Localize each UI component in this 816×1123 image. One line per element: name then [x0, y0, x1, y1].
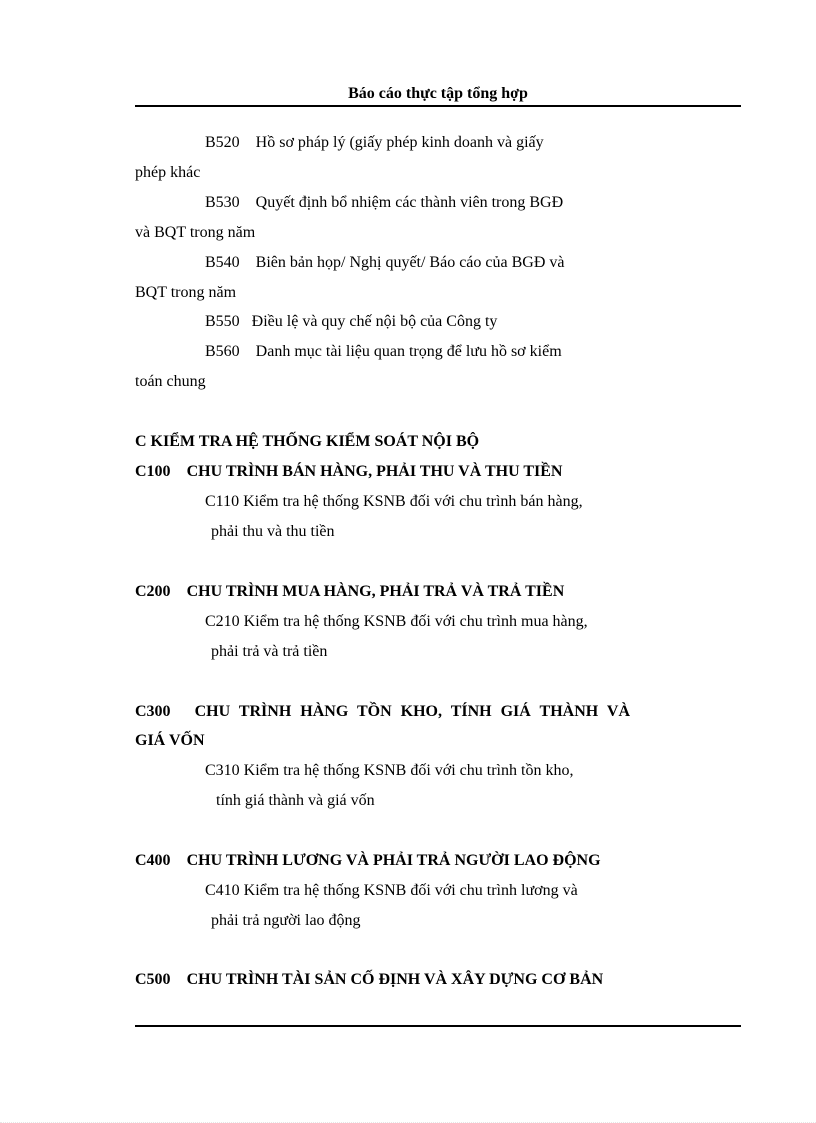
c100-heading	[135, 462, 562, 482]
b530-continuation: và BQT trong năm	[135, 224, 256, 241]
c210-continuation: phải trả và trả tiền	[211, 643, 328, 660]
c200-heading	[135, 582, 564, 602]
b540-continuation: BQT trong năm	[135, 284, 237, 301]
b560-entry	[205, 342, 562, 362]
b540-entry	[205, 253, 565, 273]
c210-entry: C210 Kiểm tra hệ thống KSNB đối với chu trình mua hàng,	[205, 613, 588, 630]
c500-heading	[135, 970, 603, 990]
c100-title: CHU TRÌNH BÁN HÀNG, PHẢI THU VÀ THU TIỀN	[186, 463, 563, 480]
footer-rule	[135, 1025, 741, 1027]
b540-code: B540	[205, 254, 240, 271]
c410-entry: C410 Kiểm tra hệ thống KSNB đối với chu trình lương và	[205, 882, 578, 899]
section-c-heading: C KIỂM TRA HỆ THỐNG KIỂM SOÁT NỘI BỘ	[135, 433, 480, 450]
b560-continuation: toán chung	[135, 373, 206, 390]
c110-continuation: phải thu và thu tiền	[211, 523, 335, 540]
b560-code: B560	[205, 343, 240, 360]
b520-continuation: phép khác	[135, 164, 201, 181]
b560-text: Danh mục tài liệu quan trọng để lưu hồ sơ kiểm	[255, 343, 562, 360]
b540-text: Biên bản họp/ Nghị quyết/ Báo cáo của BGĐ và	[255, 254, 565, 271]
c400-title: CHU TRÌNH LƯƠNG VÀ PHẢI TRẢ NGƯỜI LAO ĐỘNG	[186, 852, 601, 869]
c400-heading	[135, 851, 601, 871]
b550-text: Điều lệ và quy chế nội bộ của Công ty	[251, 313, 498, 330]
c410-continuation: phải trả người lao động	[211, 912, 361, 929]
c310-entry: C310 Kiểm tra hệ thống KSNB đối với chu trình tồn kho,	[205, 762, 574, 779]
b520-text: Hồ sơ pháp lý (giấy phép kinh doanh và giấy	[255, 134, 544, 151]
c100-code: C100	[135, 463, 171, 480]
c200-title: CHU TRÌNH MUA HÀNG, PHẢI TRẢ VÀ TRẢ TIỀN	[186, 583, 565, 600]
c300-heading	[135, 702, 630, 722]
b550-code: B550	[205, 313, 240, 330]
c200-code: C200	[135, 583, 171, 600]
c500-code: C500	[135, 971, 171, 988]
b550-entry	[205, 312, 497, 332]
b520-entry	[205, 133, 544, 153]
b520-code: B520	[205, 134, 240, 151]
b530-text: Quyết định bổ nhiệm các thành viên trong BGĐ	[255, 194, 564, 211]
c110-entry: C110 Kiểm tra hệ thống KSNB đối với chu trình bán hàng,	[205, 493, 583, 510]
c300-title-continuation: GIÁ VỐN	[135, 732, 205, 749]
c300-code: C300	[135, 703, 171, 720]
b530-entry	[205, 193, 563, 213]
header-rule	[135, 105, 741, 107]
c500-title: CHU TRÌNH TÀI SẢN CỐ ĐỊNH VÀ XÂY DỰNG CƠ BẢN	[186, 971, 604, 988]
page-header-title: Báo cáo thực tập tổng hợp	[348, 85, 528, 102]
c300-title: CHU TRÌNH HÀNG TỒN KHO, TÍNH GIÁ THÀNH VÀ	[194, 703, 631, 720]
c310-continuation: tính giá thành và giá vốn	[216, 792, 375, 809]
b530-code: B530	[205, 194, 240, 211]
c400-code: C400	[135, 852, 171, 869]
